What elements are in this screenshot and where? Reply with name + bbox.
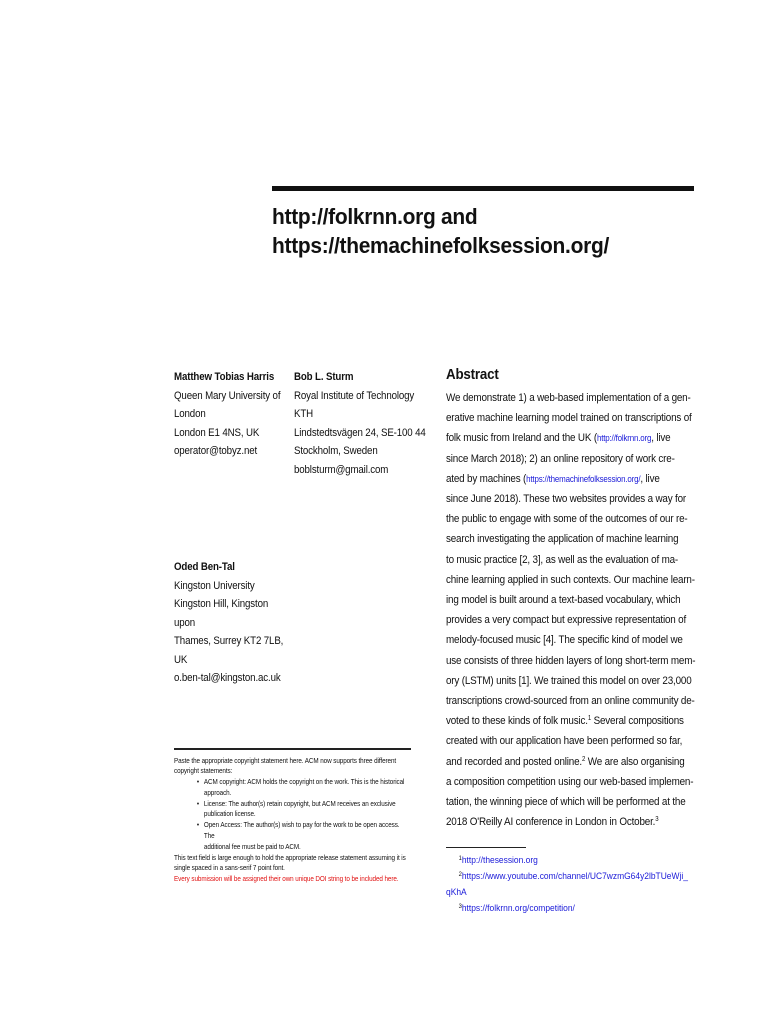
folkrnn-link[interactable]: http://folkrnn.org xyxy=(596,433,652,444)
author-name: Oded Ben-Tal xyxy=(174,561,235,573)
author-harris xyxy=(174,368,287,461)
abstract-line: to music practice [2, 3], as well as the evaluation of ma- xyxy=(446,553,679,566)
abstract-line xyxy=(446,812,680,832)
author-address: Kingston Hill, Kingston upon xyxy=(174,598,269,629)
footnote-2 xyxy=(446,868,689,884)
author-affiliation: Kingston University xyxy=(174,579,255,592)
abstract-line: transcriptions crowd-sourced from an online community de- xyxy=(446,695,695,708)
author-affiliation: KTH xyxy=(294,408,314,420)
abstract-line: created with our application have been performed so far, xyxy=(446,735,683,748)
author-email[interactable]: boblsturm@gmail.com xyxy=(294,463,389,476)
footnote-2-cont[interactable]: qKhA xyxy=(446,886,467,897)
abstract-text: , live xyxy=(640,472,660,485)
author-affiliation: Royal Institute of Technology xyxy=(294,389,415,402)
footnote-number: 2 xyxy=(458,871,462,878)
author-address: Lindstedtsvägen 24, SE-100 44 xyxy=(294,426,426,439)
abstract-line xyxy=(446,469,680,489)
abstract-line: ing model is built around a text-based vocabulary, which xyxy=(446,594,681,607)
author-affiliation: Queen Mary University of xyxy=(174,389,281,402)
abstract-text: , live xyxy=(651,432,671,445)
footnote-ref[interactable]: 1 xyxy=(587,715,592,723)
copyright-bullet xyxy=(197,820,407,852)
footnote-rule xyxy=(446,847,526,848)
copyright-bullet-text: publication license. xyxy=(203,809,256,819)
author-bental xyxy=(174,558,291,688)
copyright-bullet-text: • Open Access: The author(s) wish to pay for the work to be open access. The xyxy=(203,820,400,841)
doi-notice: Every submission will be assigned their own unique DOI string to be included here. xyxy=(174,874,399,884)
abstract-line: erative machine learning model trained on transcriptions of xyxy=(446,412,692,425)
copyright-bullet xyxy=(197,799,407,821)
author-address: Stockholm, Sweden xyxy=(294,445,378,457)
author-email[interactable]: o.ben-tal@kingston.ac.uk xyxy=(174,672,281,684)
abstract-line: provides a very compact but expressive representation of xyxy=(446,614,687,627)
abstract-line: a composition competition using our web-based implemen- xyxy=(446,775,694,788)
youtube-link[interactable]: https://www.youtube.com/channel/UC7wzmG64y2lbTUeWji_ xyxy=(461,870,688,881)
machinefolksession-link[interactable]: https://themachinefolksession.org/ xyxy=(526,473,641,484)
copyright-bullet-text: additional fee must be paid to ACM. xyxy=(203,841,301,851)
copyright-bullet-text: • License: The author(s) retain copyright, but ACM receives an exclusive xyxy=(203,798,396,808)
abstract-body xyxy=(446,388,696,832)
title-line-1[interactable]: http://folkrnn.org and xyxy=(272,204,478,229)
copyright-intro: copyright statements: xyxy=(174,766,233,776)
competition-link[interactable]: https://folkrnn.org/competition/ xyxy=(461,902,575,913)
abstract-heading: Abstract xyxy=(446,367,499,383)
abstract-line xyxy=(446,711,684,731)
copyright-outro: single spaced in a sans-serif 7 point font. xyxy=(174,863,285,873)
abstract-line: ory (LSTM) units [1]. We trained this model on over 23,000 xyxy=(446,674,692,687)
abstract-text: We are also organising xyxy=(585,755,685,768)
footnote-ref[interactable]: 2 xyxy=(581,755,586,763)
copyright-outro: This text field is large enough to hold the appropriate release statement assuming it is xyxy=(174,852,406,862)
copyright-rule xyxy=(174,748,411,750)
title-line-2[interactable]: https://themachinefolksession.org/ xyxy=(272,233,609,258)
author-email[interactable]: operator@tobyz.net xyxy=(174,445,258,457)
abstract-line: the public to engage with some of the outcomes of our re- xyxy=(446,513,688,526)
author-address: Thames, Surrey KT2 7LB, UK xyxy=(174,635,284,666)
copyright-bullet xyxy=(197,777,407,799)
abstract-line: since March 2018); 2) an online repository of work cre- xyxy=(446,452,675,465)
author-affiliation: London xyxy=(174,408,206,420)
footnote-1 xyxy=(446,852,689,868)
copyright-box xyxy=(174,748,411,885)
author-sturm xyxy=(294,368,429,479)
abstract-line: search investigating the application of machine learning xyxy=(446,533,679,546)
abstract-line: We demonstrate 1) a web-based implementation of a gen- xyxy=(446,392,691,404)
footnote-number: 1 xyxy=(458,855,462,862)
paper-title xyxy=(272,202,672,260)
abstract-text: voted to these kinds of folk music. xyxy=(446,715,588,728)
copyright-bullet-text: • ACM copyright: ACM holds the copyright on the work. This is the historical xyxy=(203,777,405,787)
abstract-text: folk music from Ireland and the UK ( xyxy=(446,432,597,445)
abstract-line: use consists of three hidden layers of long short-term mem- xyxy=(446,654,696,667)
thesession-link[interactable]: http://thesession.org xyxy=(461,854,538,865)
author-address: London E1 4NS, UK xyxy=(174,426,260,439)
abstract-text: 2018 O'Reilly AI conference in London in October. xyxy=(446,816,656,829)
title-rule xyxy=(272,186,694,191)
abstract-line: tation, the winning piece of which will be performed at the xyxy=(446,796,686,809)
author-name: Matthew Tobias Harris xyxy=(174,371,275,383)
copyright-list xyxy=(174,777,407,853)
footnote-number: 3 xyxy=(458,903,462,910)
copyright-bullet-text: approach. xyxy=(203,787,232,797)
abstract-line xyxy=(446,428,680,448)
copyright-intro: Paste the appropriate copyright statement here. ACM now supports three different xyxy=(174,755,397,765)
abstract-text: and recorded and posted online. xyxy=(446,755,582,768)
abstract-line: since June 2018). These two websites provides a way for xyxy=(446,493,687,506)
footnotes xyxy=(446,852,689,916)
abstract-line: melody-focused music [4]. The specific kind of model we xyxy=(446,634,683,647)
abstract-text: Several compositions xyxy=(591,715,684,728)
abstract-line xyxy=(446,752,685,772)
abstract-line: chine learning applied in such contexts. Our machine learn- xyxy=(446,573,695,586)
abstract-text: ated by machines ( xyxy=(446,472,527,485)
footnote-3 xyxy=(446,900,689,916)
footnote-ref[interactable]: 3 xyxy=(655,816,659,824)
author-name: Bob L. Sturm xyxy=(294,371,354,383)
